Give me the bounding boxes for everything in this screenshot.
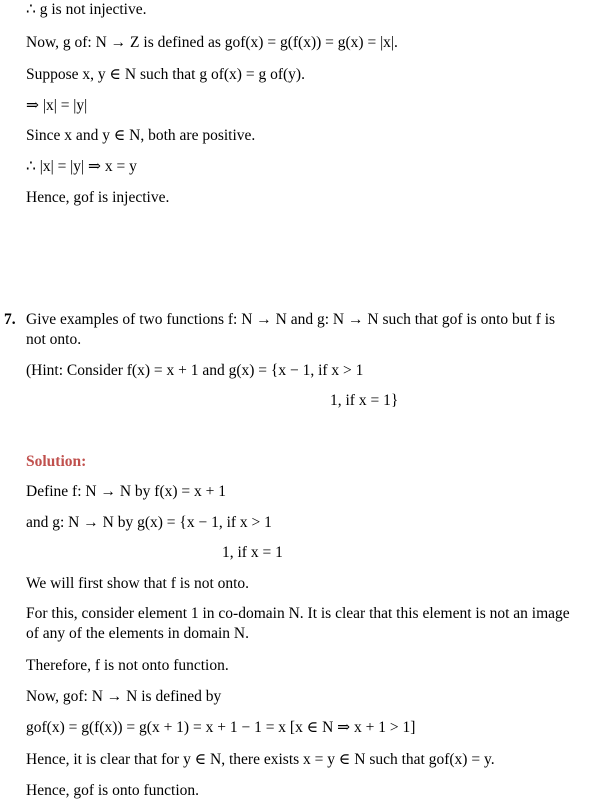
text-line: ∴ g is not injective. (26, 1, 147, 18)
question-text: not onto. (26, 331, 82, 348)
solution-line: Define f: N → N by f(x) = x + 1 (26, 483, 226, 500)
hint-line: 1, if x = 1} (330, 392, 399, 409)
text-line: Since x and y ∈ N, both are positive. (26, 127, 256, 144)
solution-line: and g: N → N by g(x) = {x − 1, if x > 1 (26, 514, 272, 531)
question-text: Give examples of two functions f: N → N and g: N → N such that gof is onto but f is (26, 311, 556, 328)
question-number: 7. (4, 311, 16, 328)
solution-line: We will first show that f is not onto. (26, 575, 250, 592)
text-line: ∴ |x| = |y| ⇒ x = y (26, 158, 137, 175)
text-line: Suppose x, y ∈ N such that g of(x) = g of(y). (26, 66, 305, 83)
solution-line: Therefore, f is not onto function. (26, 657, 229, 674)
solution-heading: Solution: (26, 453, 87, 470)
solution-line: Hence, gof is onto function. (26, 782, 200, 799)
solution-line: 1, if x = 1 (222, 544, 283, 561)
solution-line: Hence, it is clear that for y ∈ N, there exists x = y ∈ N such that gof(x) = y. (26, 751, 495, 768)
solution-line: gof(x) = g(f(x)) = g(x + 1) = x + 1 − 1 = x [x ∈ N ⇒ x + 1 > 1] (26, 719, 416, 736)
text-line: ⇒ |x| = |y| (26, 97, 88, 114)
text-line: Now, g of: N → Z is defined as gof(x) = g(f(x)) = g(x) = |x|. (26, 34, 398, 51)
hint-line: (Hint: Consider f(x) = x + 1 and g(x) = {x − 1, if x > 1 (26, 362, 364, 379)
solution-line: For this, consider element 1 in co-domain N. It is clear that this element is not an image (26, 605, 570, 622)
text-line: Hence, gof is injective. (26, 189, 170, 206)
solution-line: of any of the elements in domain N. (26, 625, 249, 642)
solution-line: Now, gof: N → N is defined by (26, 688, 222, 705)
